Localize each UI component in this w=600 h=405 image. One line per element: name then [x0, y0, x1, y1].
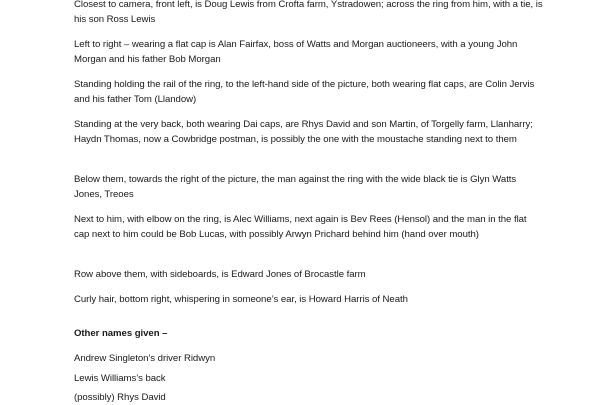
other-name-item: Lewis Williams’s back	[74, 373, 166, 384]
paragraph-alec-williams: Next to him, with elbow on the ring, is Alec Williams, next again is Bev Rees (Hensol) and the man in the flat cap next to him could be Bob Lucas, with possibly Arwyn Prichard behind him (hand over mouth)	[74, 214, 527, 240]
paragraph-glyn-watts-jones: Below them, towards the right of the picture, the man against the ring with the wide black tie is Glyn Watts Jones, Treoes	[74, 174, 517, 200]
other-names-heading: Other names given –	[74, 328, 168, 339]
paragraph-howard-harris: Curly hair, bottom right, whispering in someone’s ear, is Howard Harris of Neath	[74, 294, 408, 305]
paragraph-rhys-david: Standing at the very back, both wearing Dai caps, are Rhys David and son Martin, of Torgelly farm, Llanharry; Haydn Thomas, now a Cowbridge postman, is possibly the one with the moustache standing next to them	[74, 119, 533, 145]
paragraph-doug-lewis: Closest to camera, front left, is Doug Lewis from Crofta farm, Ystradowen; across the ring from him, with a tie, is his son Ross Lewis	[74, 0, 543, 25]
paragraph-colin-jervis: Standing holding the rail of the ring, to the left-hand side of the picture, both wearing flat caps, are Colin Jervis and his father Tom (Llandow)	[74, 79, 535, 105]
other-name-item: (possibly) Rhys David	[74, 392, 166, 403]
other-name-item: Andrew Singleton’s driver Ridwyn	[74, 353, 216, 364]
paragraph-alan-fairfax: Left to right – wearing a flat cap is Alan Fairfax, boss of Watts and Morgan auctioneers, with a young John Morgan and his father Bob Morgan	[74, 39, 518, 65]
paragraph-edward-jones: Row above them, with sideboards, is Edward Jones of Brocastle farm	[74, 269, 366, 280]
